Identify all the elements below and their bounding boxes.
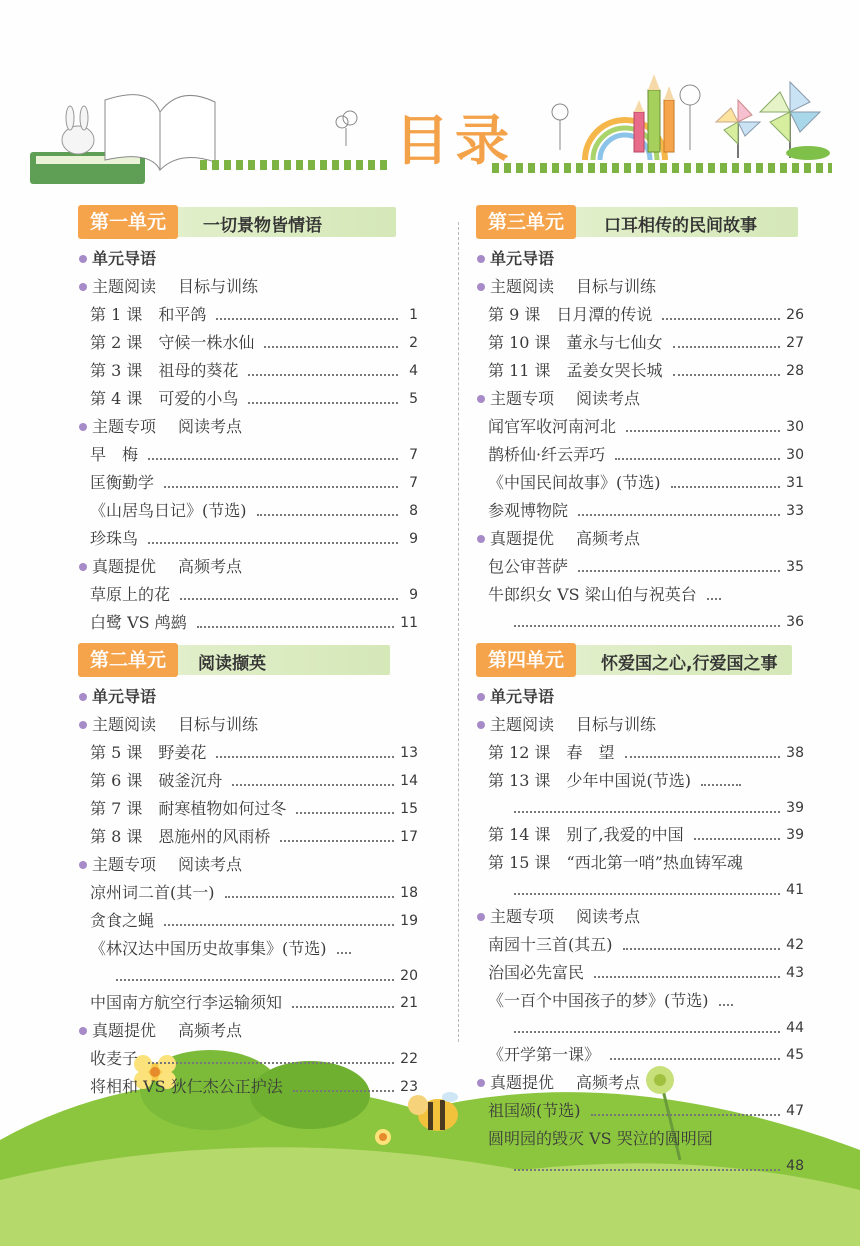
unit-header [78, 205, 418, 239]
rabbit-icon [62, 106, 94, 154]
toc-entry[interactable]: 珍珠鸟 9 [90, 529, 418, 548]
toc-entry[interactable]: 第 15 课 “西北第一哨”热血铸军魂 [488, 853, 743, 872]
section-heading: 真题提优 高频考点 [78, 553, 418, 581]
toc-entry[interactable]: 《山居鸟日记》(节选) 8 [90, 501, 418, 520]
unit-tag: 第二单元 [78, 643, 178, 677]
section-heading: 真题提优 高频考点 [78, 1017, 418, 1045]
toc-entry[interactable]: 匡衡勤学 7 [90, 473, 418, 492]
cloud-icon [336, 85, 700, 150]
toc-entry[interactable]: 《开学第一课》 45 [488, 1045, 804, 1064]
toc-entry-continuation[interactable]: 20 [78, 963, 418, 989]
unit-header [476, 643, 804, 677]
section-heading: 主题专项 阅读考点 [476, 385, 804, 413]
toc-entry[interactable]: 鹊桥仙·纤云弄巧 30 [488, 445, 804, 464]
toc-entry[interactable]: 《一百个中国孩子的梦》(节选) [476, 987, 804, 1015]
unit-theme: 口耳相传的民间故事 [604, 216, 757, 236]
toc-entry[interactable]: 贪食之蝇 19 [90, 911, 418, 930]
section-heading: 单元导语 [78, 245, 418, 273]
right-column [476, 205, 804, 1179]
toc-entry[interactable]: 第 13 课 少年中国说(节选) [476, 767, 804, 795]
unit-tag: 第四单元 [476, 643, 576, 677]
toc-entry[interactable]: 第 1 课 和平鸽 1 [90, 305, 418, 324]
toc-entry[interactable]: 治国必先富民 43 [488, 963, 804, 982]
toc-entry[interactable]: 第 3 课 祖母的葵花 4 [90, 361, 418, 380]
toc-entry[interactable]: 收麦子 22 [90, 1049, 418, 1068]
toc-entry-continuation[interactable]: 36 [476, 609, 804, 635]
toc-entry-continuation[interactable]: 48 [476, 1153, 804, 1179]
toc-entry[interactable]: 第 12 课 春 望 38 [488, 743, 804, 762]
section-heading: 单元导语 [78, 683, 418, 711]
section-heading: 主题专项 阅读考点 [78, 413, 418, 441]
toc-entry[interactable]: 第 14 课 别了,我爱的中国 39 [488, 825, 804, 844]
toc-entry[interactable]: 参观博物院 33 [488, 501, 804, 520]
toc-entry[interactable]: 圆明园的毁灭 VS 哭泣的圆明园 [488, 1129, 713, 1148]
section-heading: 单元导语 [476, 683, 804, 711]
toc-entry[interactable]: 包公审菩萨 35 [488, 557, 804, 576]
toc-entry[interactable]: 第 6 课 破釜沉舟 14 [90, 771, 418, 790]
toc-entry[interactable]: 第 7 课 耐寒植物如何过冬 15 [90, 799, 418, 818]
pencil-icon [634, 74, 674, 152]
unit-tag: 第一单元 [78, 205, 178, 239]
toc-entry[interactable]: 《林汉达中国历史故事集》(节选) [78, 935, 418, 963]
toc-entry[interactable]: 第 11 课 孟姜女哭长城 28 [488, 361, 804, 380]
toc-entry[interactable]: 将相和 VS 狄仁杰公正护法 23 [90, 1077, 418, 1096]
section-heading: 主题阅读 目标与训练 [78, 273, 418, 301]
section-heading: 真题提优 高频考点 [476, 1069, 804, 1097]
unit-theme: 一切景物皆情语 [203, 216, 322, 236]
toc-entry[interactable]: 凉州词二首(其一) 18 [90, 883, 418, 902]
section-heading: 单元导语 [476, 245, 804, 273]
section-heading: 主题阅读 目标与训练 [78, 711, 418, 739]
toc-entry[interactable]: 闻官军收河南河北 30 [488, 417, 804, 436]
toc-entry[interactable]: 牛郎织女 VS 梁山伯与祝英台 [476, 581, 804, 609]
toc-entry-continuation[interactable]: 41 [476, 877, 804, 903]
toc-entry[interactable]: 白鹭 VS 鸬鹚 11 [90, 613, 418, 632]
toc-entry[interactable]: 第 4 课 可爱的小鸟 5 [90, 389, 418, 408]
toc-entry[interactable]: 第 10 课 董永与七仙女 27 [488, 333, 804, 352]
title-banner [200, 165, 832, 168]
toc-entry[interactable]: 中国南方航空行李运输须知 21 [90, 993, 418, 1012]
page-title: 目录 [395, 109, 515, 172]
toc-entry[interactable]: 《中国民间故事》(节选) 31 [488, 473, 804, 492]
section-heading: 主题专项 阅读考点 [78, 851, 418, 879]
section-heading: 真题提优 高频考点 [476, 525, 804, 553]
toc-entry-continuation[interactable]: 44 [476, 1015, 804, 1041]
toc-entry[interactable]: 第 8 课 恩施州的风雨桥 17 [90, 827, 418, 846]
toc-entry[interactable]: 早 梅 7 [90, 445, 418, 464]
column-divider [458, 222, 459, 1042]
book-icon [30, 95, 215, 184]
toc-entry[interactable]: 南园十三首(其五) 42 [488, 935, 804, 954]
toc-entry[interactable]: 第 9 课 日月潭的传说 26 [488, 305, 804, 324]
section-heading: 主题专项 阅读考点 [476, 903, 804, 931]
toc-entry-continuation[interactable]: 39 [476, 795, 804, 821]
toc-entry[interactable]: 第 2 课 守候一株水仙 2 [90, 333, 418, 352]
toc-entry[interactable]: 第 5 课 野姜花 13 [90, 743, 418, 762]
section-heading: 主题阅读 目标与训练 [476, 273, 804, 301]
unit-header [78, 643, 418, 677]
section-heading: 主题阅读 目标与训练 [476, 711, 804, 739]
pinwheel-icon [716, 82, 830, 160]
unit-theme: 怀爱国之心,行爱国之事 [601, 654, 778, 674]
left-column [78, 205, 418, 1101]
unit-tag: 第三单元 [476, 205, 576, 239]
toc-entry[interactable]: 祖国颂(节选) 47 [488, 1101, 804, 1120]
unit-theme: 阅读撷英 [198, 654, 266, 674]
toc-entry[interactable]: 草原上的花 9 [90, 585, 418, 604]
unit-header [476, 205, 804, 239]
